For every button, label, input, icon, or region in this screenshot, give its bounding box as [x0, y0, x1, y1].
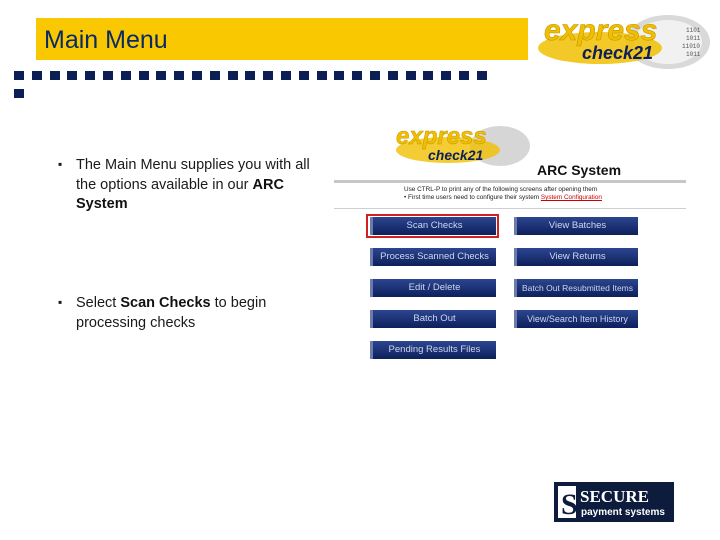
process-scanned-checks-button[interactable]: Process Scanned Checks [370, 248, 496, 266]
secure-word: SECURE [580, 487, 649, 506]
instructions-note: Use CTRL-P to print any of the following screens after opening them • First time users need to configure their system System Configuration [404, 186, 602, 202]
express-check21-logo [536, 10, 712, 72]
svg-text:S: S [561, 488, 578, 521]
svg-text:check21: check21 [428, 147, 484, 163]
payment-systems-word: payment systems [581, 507, 665, 518]
pending-results-files-button[interactable]: Pending Results Files [370, 341, 496, 359]
arc-express-check21-logo [392, 120, 532, 172]
bullet-marker: ▪ [58, 295, 63, 309]
bullet-emphasis: Scan Checks [120, 295, 211, 311]
edit-delete-button[interactable]: Edit / Delete [370, 279, 496, 297]
page-title: Main Menu [44, 26, 168, 54]
system-configuration-link[interactable]: System Configuration [540, 194, 602, 202]
bullet-marker: ▪ [58, 157, 63, 171]
logo-binary-1: 1101 [686, 27, 701, 34]
divider [334, 180, 686, 183]
divider [334, 208, 686, 209]
scan-checks-button[interactable]: Scan Checks [370, 217, 496, 235]
arc-system-title: ARC System [537, 162, 622, 178]
view-search-item-history-button[interactable]: View/Search Item History [514, 310, 638, 328]
logo-word-express: express [544, 14, 658, 47]
batch-out-button[interactable]: Batch Out [370, 310, 496, 328]
view-returns-button[interactable]: View Returns [514, 248, 638, 266]
bullet-emphasis: ARC System [76, 176, 284, 212]
secure-payment-systems-logo [554, 482, 674, 522]
logo-binary-2: 1011 [686, 35, 701, 42]
svg-text:express: express [396, 123, 487, 150]
logo-binary-4: 1011 [686, 51, 701, 58]
arc-system-screenshot [332, 118, 688, 368]
title-bar [36, 18, 528, 60]
logo-binary-3: 11010 [682, 43, 701, 50]
batch-out-resubmitted-items-button[interactable]: Batch Out Resubmitted Items [514, 279, 638, 297]
dotted-separator [14, 71, 498, 81]
logo-word-check21: check21 [582, 43, 654, 63]
view-batches-button[interactable]: View Batches [514, 217, 638, 235]
